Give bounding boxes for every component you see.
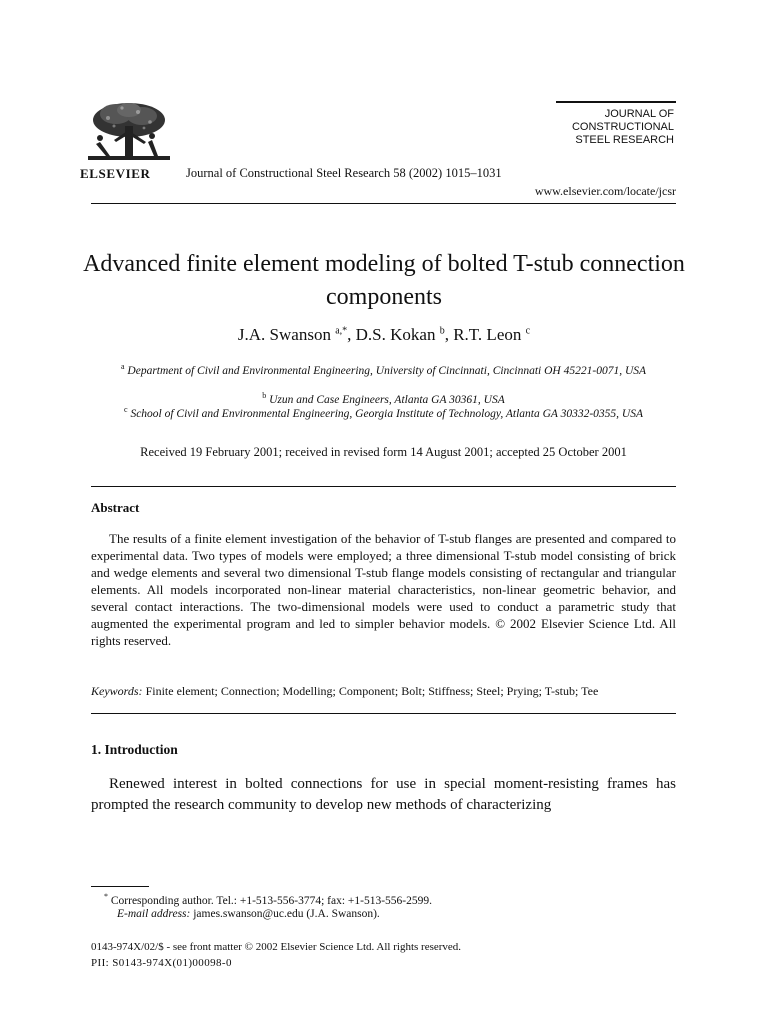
abstract-heading: Abstract bbox=[91, 500, 140, 515]
email-address[interactable]: james.swanson@uc.edu (J.A. Swanson). bbox=[193, 908, 380, 920]
affiliation-mark: b bbox=[262, 391, 267, 400]
pii-line: PII: S0143-974X(01)00098-0 bbox=[91, 957, 232, 969]
footnote-rule bbox=[91, 886, 149, 887]
journal-title bbox=[520, 108, 674, 147]
author-marks: a,* bbox=[335, 325, 348, 337]
journal-title-line: JOURNAL OF bbox=[604, 108, 674, 120]
author-marks: b bbox=[439, 325, 445, 337]
abstract-text: The results of a finite element investigation of the behavior of T-stub flanges are presented and compared to experimental data. Two types of models were employed; a three dimensional T-stub model consisting of brick and wedge elements and several two dimensional T-stub flange models consisting of rectangular and triangular elements. All models incorporated non-linear material characteristics, non-linear geometric behavior, and several contact interactions. The two-dimensional models were used to conduct a parametric study that augmented the experimental program and led to simpler behavior models. © 2002 Elsevier Science Ltd. All rights reserved. bbox=[91, 531, 676, 648]
publisher-name: ELSEVIER bbox=[80, 166, 151, 181]
journal-title-line: CONSTRUCTIONAL bbox=[571, 121, 674, 133]
author-marks: c bbox=[525, 325, 531, 337]
received-dates: Received 19 February 2001; received in revised form 14 August 2001; accepted 25 October 2001 bbox=[140, 445, 627, 459]
section-heading: 1. Introduction bbox=[91, 742, 178, 757]
author-separator: , bbox=[347, 325, 356, 344]
author-name: R.T. Leon bbox=[453, 325, 522, 344]
author-separator: , bbox=[444, 325, 454, 344]
footnote-email bbox=[117, 908, 380, 920]
author-list bbox=[80, 325, 688, 345]
issn-line: 0143-974X/02/$ - see front matter © 2002 Elsevier Science Ltd. All rights reserved. bbox=[91, 941, 462, 953]
affiliation-text: School of Civil and Environmental Engineering, Georgia Institute of Technology, Atlanta GA 30332-0355, USA bbox=[130, 407, 643, 420]
footnote-mark: * bbox=[104, 892, 108, 901]
footnote-contact bbox=[104, 892, 432, 907]
elsevier-tree-logo bbox=[86, 100, 172, 164]
keywords bbox=[91, 684, 691, 699]
journal-url[interactable]: www.elsevier.com/locate/jcsr bbox=[534, 184, 676, 198]
article-title: Advanced finite element modeling of bolted T-stub connection components bbox=[83, 251, 685, 310]
email-label: E-mail address: bbox=[117, 908, 191, 920]
affiliation-text: Department of Civil and Environmental Engineering, University of Cincinnati, Cincinnati OH 45221-0071, USA bbox=[127, 364, 647, 377]
header-divider bbox=[91, 203, 676, 204]
author-name: D.S. Kokan bbox=[355, 325, 436, 344]
affiliation-text: Uzun and Case Engineers, Atlanta GA 30361, USA bbox=[269, 393, 505, 406]
affiliation bbox=[91, 360, 676, 378]
affiliation-mark: a bbox=[120, 362, 125, 371]
journal-citation: Journal of Constructional Steel Research 58 (2002) 1015–1031 bbox=[186, 166, 502, 180]
journal-title-rule bbox=[556, 101, 676, 103]
keywords-label: Keywords: bbox=[91, 684, 143, 698]
journal-title-line: STEEL RESEARCH bbox=[575, 134, 674, 146]
affiliation bbox=[91, 403, 676, 421]
affiliation-mark: c bbox=[124, 405, 128, 414]
author-name: J.A. Swanson bbox=[237, 325, 331, 344]
abstract-bottom-divider bbox=[91, 713, 676, 714]
abstract-top-divider bbox=[91, 486, 676, 487]
introduction-text: Renewed interest in bolted connections for use in special moment-resisting frames has prompted the research community to develop new methods of characterizing bbox=[91, 776, 676, 813]
footnote-contact-text: Corresponding author. Tel.: +1-513-556-3774; fax: +1-513-556-2599. bbox=[110, 894, 433, 907]
keywords-text: Finite element; Connection; Modelling; Component; Bolt; Stiffness; Steel; Prying; T-stub; Tee bbox=[145, 684, 599, 698]
